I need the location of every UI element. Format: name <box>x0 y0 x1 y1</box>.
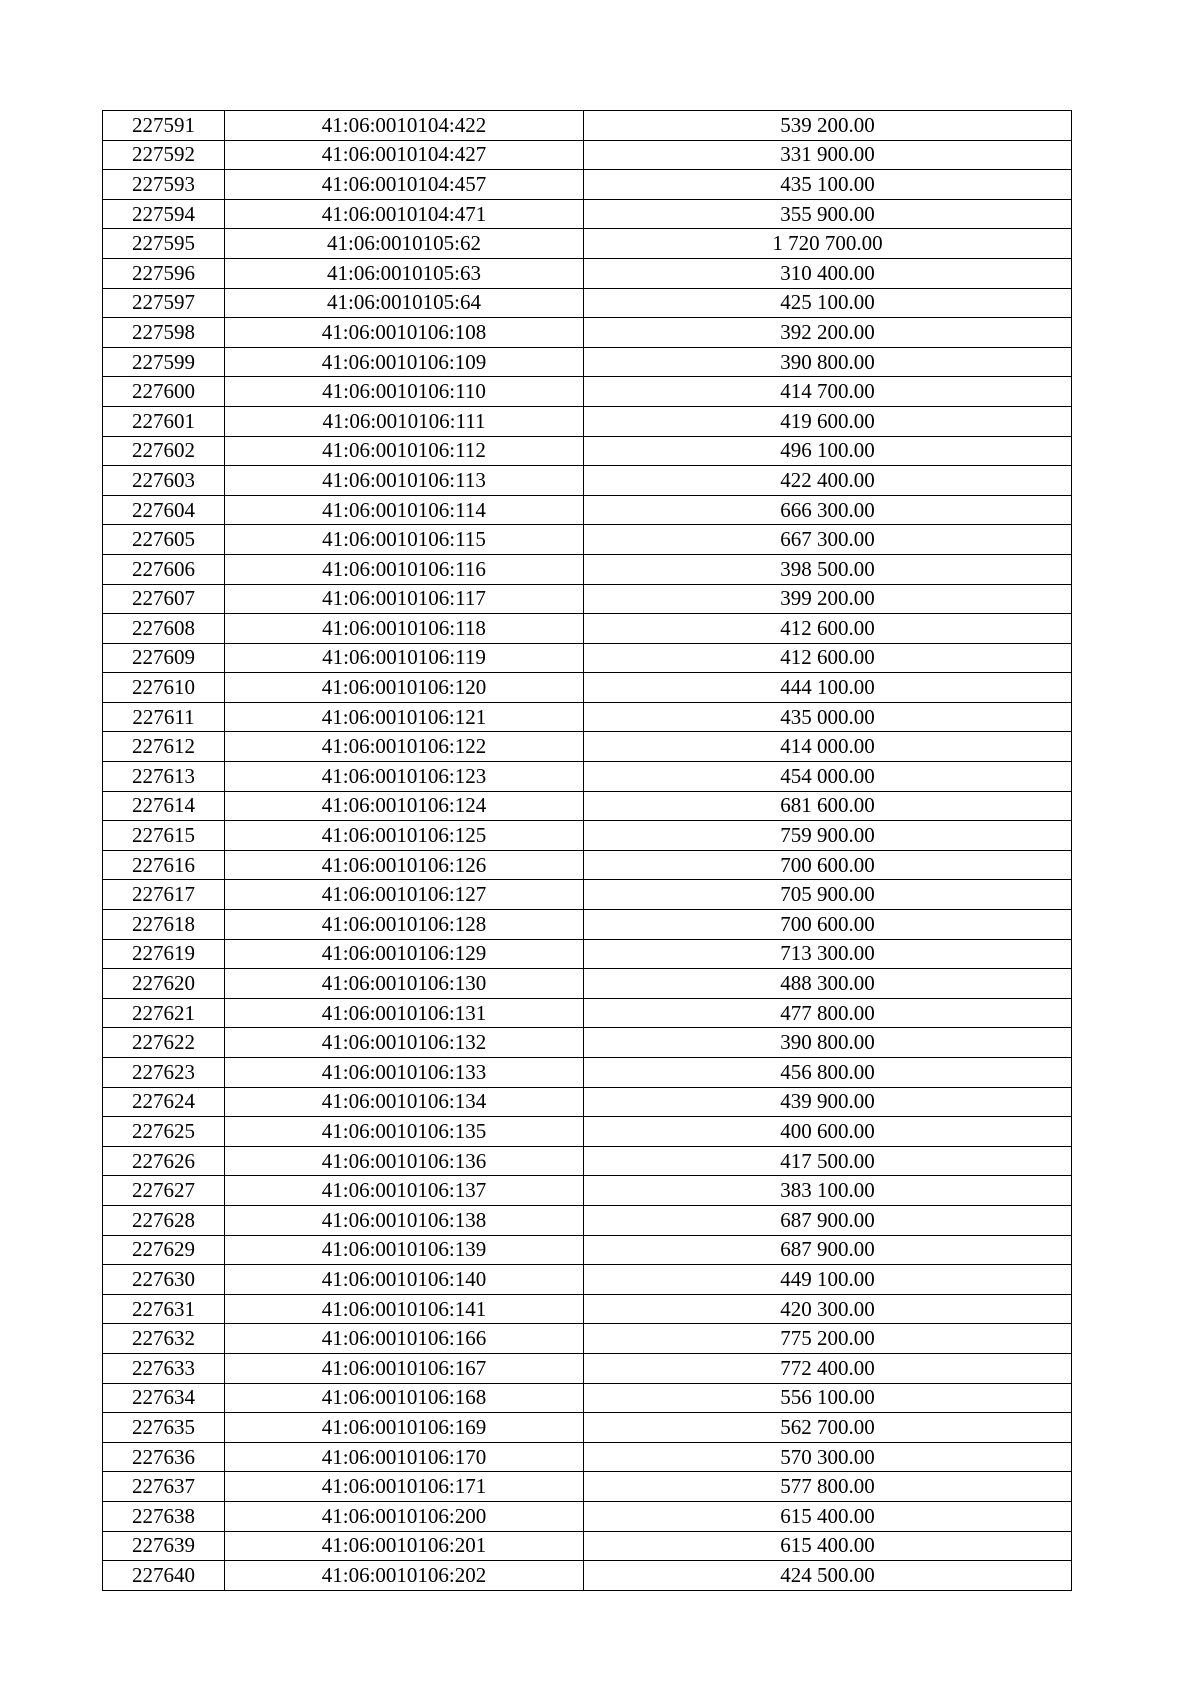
row-number-cell: 227604 <box>103 495 225 525</box>
cadastral-number-cell: 41:06:0010104:422 <box>225 111 584 141</box>
table-row <box>103 1442 1072 1472</box>
table-row <box>103 939 1072 969</box>
table-row <box>103 969 1072 999</box>
row-number-cell: 227614 <box>103 791 225 821</box>
cadastral-value-cell: 666 300.00 <box>584 495 1072 525</box>
cadastral-value-cell: 700 600.00 <box>584 910 1072 940</box>
cadastral-value-cell: 759 900.00 <box>584 821 1072 851</box>
cadastral-number-cell: 41:06:0010106:110 <box>225 377 584 407</box>
cadastral-number-cell: 41:06:0010106:137 <box>225 1176 584 1206</box>
cadastral-number-cell: 41:06:0010106:140 <box>225 1265 584 1295</box>
table-row <box>103 111 1072 141</box>
cadastral-number-cell: 41:06:0010106:167 <box>225 1353 584 1383</box>
cadastral-value-cell: 772 400.00 <box>584 1353 1072 1383</box>
row-number-cell: 227602 <box>103 436 225 466</box>
table-body <box>103 111 1072 1591</box>
cadastral-number-cell: 41:06:0010106:169 <box>225 1413 584 1443</box>
cadastral-value-cell: 400 600.00 <box>584 1117 1072 1147</box>
cadastral-value-cell: 392 200.00 <box>584 318 1072 348</box>
cadastral-value-table <box>102 110 1072 1591</box>
row-number-cell: 227603 <box>103 466 225 496</box>
row-number-cell: 227636 <box>103 1442 225 1472</box>
cadastral-number-cell: 41:06:0010106:116 <box>225 554 584 584</box>
table-row <box>103 1205 1072 1235</box>
cadastral-number-cell: 41:06:0010106:114 <box>225 495 584 525</box>
cadastral-number-cell: 41:06:0010106:136 <box>225 1146 584 1176</box>
cadastral-number-cell: 41:06:0010106:200 <box>225 1501 584 1531</box>
cadastral-value-cell: 414 000.00 <box>584 732 1072 762</box>
cadastral-number-cell: 41:06:0010104:471 <box>225 199 584 229</box>
row-number-cell: 227611 <box>103 702 225 732</box>
cadastral-value-cell: 539 200.00 <box>584 111 1072 141</box>
row-number-cell: 227615 <box>103 821 225 851</box>
cadastral-number-cell: 41:06:0010106:131 <box>225 998 584 1028</box>
table-row <box>103 910 1072 940</box>
table-row <box>103 1531 1072 1561</box>
row-number-cell: 227624 <box>103 1087 225 1117</box>
cadastral-number-cell: 41:06:0010106:122 <box>225 732 584 762</box>
row-number-cell: 227628 <box>103 1205 225 1235</box>
row-number-cell: 227630 <box>103 1265 225 1295</box>
cadastral-number-cell: 41:06:0010106:117 <box>225 584 584 614</box>
cadastral-value-cell: 615 400.00 <box>584 1501 1072 1531</box>
cadastral-number-cell: 41:06:0010106:130 <box>225 969 584 999</box>
cadastral-value-cell: 687 900.00 <box>584 1235 1072 1265</box>
row-number-cell: 227597 <box>103 288 225 318</box>
cadastral-number-cell: 41:06:0010106:201 <box>225 1531 584 1561</box>
row-number-cell: 227618 <box>103 910 225 940</box>
row-number-cell: 227640 <box>103 1561 225 1591</box>
cadastral-value-cell: 562 700.00 <box>584 1413 1072 1443</box>
cadastral-value-cell: 449 100.00 <box>584 1265 1072 1295</box>
cadastral-number-cell: 41:06:0010106:133 <box>225 1058 584 1088</box>
row-number-cell: 227638 <box>103 1501 225 1531</box>
row-number-cell: 227622 <box>103 1028 225 1058</box>
cadastral-value-cell: 398 500.00 <box>584 554 1072 584</box>
table-row <box>103 1472 1072 1502</box>
cadastral-number-cell: 41:06:0010106:124 <box>225 791 584 821</box>
table-row <box>103 1324 1072 1354</box>
cadastral-number-cell: 41:06:0010106:166 <box>225 1324 584 1354</box>
cadastral-number-cell: 41:06:0010106:134 <box>225 1087 584 1117</box>
table-row <box>103 288 1072 318</box>
row-number-cell: 227621 <box>103 998 225 1028</box>
cadastral-value-cell: 399 200.00 <box>584 584 1072 614</box>
cadastral-value-cell: 687 900.00 <box>584 1205 1072 1235</box>
cadastral-number-cell: 41:06:0010106:170 <box>225 1442 584 1472</box>
table-row <box>103 762 1072 792</box>
cadastral-value-cell: 417 500.00 <box>584 1146 1072 1176</box>
table-row <box>103 1265 1072 1295</box>
row-number-cell: 227619 <box>103 939 225 969</box>
cadastral-number-cell: 41:06:0010106:120 <box>225 673 584 703</box>
cadastral-number-cell: 41:06:0010106:168 <box>225 1383 584 1413</box>
cadastral-number-cell: 41:06:0010106:128 <box>225 910 584 940</box>
row-number-cell: 227596 <box>103 258 225 288</box>
row-number-cell: 227610 <box>103 673 225 703</box>
table-row <box>103 377 1072 407</box>
cadastral-value-cell: 435 100.00 <box>584 170 1072 200</box>
table-row <box>103 1501 1072 1531</box>
cadastral-number-cell: 41:06:0010106:135 <box>225 1117 584 1147</box>
row-number-cell: 227613 <box>103 762 225 792</box>
row-number-cell: 227598 <box>103 318 225 348</box>
cadastral-value-cell: 705 900.00 <box>584 880 1072 910</box>
cadastral-value-cell: 355 900.00 <box>584 199 1072 229</box>
table-row <box>103 643 1072 673</box>
row-number-cell: 227631 <box>103 1294 225 1324</box>
table-row <box>103 1087 1072 1117</box>
table-row <box>103 1235 1072 1265</box>
row-number-cell: 227612 <box>103 732 225 762</box>
cadastral-number-cell: 41:06:0010106:121 <box>225 702 584 732</box>
cadastral-value-cell: 425 100.00 <box>584 288 1072 318</box>
cadastral-value-cell: 700 600.00 <box>584 850 1072 880</box>
cadastral-number-cell: 41:06:0010106:108 <box>225 318 584 348</box>
cadastral-value-cell: 435 000.00 <box>584 702 1072 732</box>
cadastral-value-cell: 1 720 700.00 <box>584 229 1072 259</box>
row-number-cell: 227601 <box>103 406 225 436</box>
cadastral-value-cell: 477 800.00 <box>584 998 1072 1028</box>
cadastral-value-cell: 667 300.00 <box>584 525 1072 555</box>
row-number-cell: 227608 <box>103 614 225 644</box>
cadastral-number-cell: 41:06:0010106:138 <box>225 1205 584 1235</box>
table-row <box>103 1383 1072 1413</box>
row-number-cell: 227600 <box>103 377 225 407</box>
cadastral-number-cell: 41:06:0010106:109 <box>225 347 584 377</box>
cadastral-number-cell: 41:06:0010106:129 <box>225 939 584 969</box>
row-number-cell: 227632 <box>103 1324 225 1354</box>
cadastral-number-cell: 41:06:0010106:115 <box>225 525 584 555</box>
row-number-cell: 227616 <box>103 850 225 880</box>
table-row <box>103 1117 1072 1147</box>
cadastral-value-cell: 713 300.00 <box>584 939 1072 969</box>
cadastral-value-cell: 390 800.00 <box>584 347 1072 377</box>
table-row <box>103 140 1072 170</box>
cadastral-value-cell: 390 800.00 <box>584 1028 1072 1058</box>
cadastral-number-cell: 41:06:0010106:113 <box>225 466 584 496</box>
table-row <box>103 495 1072 525</box>
row-number-cell: 227594 <box>103 199 225 229</box>
row-number-cell: 227591 <box>103 111 225 141</box>
table-row <box>103 170 1072 200</box>
cadastral-number-cell: 41:06:0010105:64 <box>225 288 584 318</box>
cadastral-value-cell: 412 600.00 <box>584 614 1072 644</box>
cadastral-value-cell: 454 000.00 <box>584 762 1072 792</box>
table-row <box>103 1353 1072 1383</box>
cadastral-value-cell: 439 900.00 <box>584 1087 1072 1117</box>
cadastral-number-cell: 41:06:0010106:132 <box>225 1028 584 1058</box>
table-row <box>103 525 1072 555</box>
cadastral-value-cell: 422 400.00 <box>584 466 1072 496</box>
table-row <box>103 614 1072 644</box>
table-row <box>103 584 1072 614</box>
cadastral-value-cell: 419 600.00 <box>584 406 1072 436</box>
cadastral-number-cell: 41:06:0010106:111 <box>225 406 584 436</box>
row-number-cell: 227623 <box>103 1058 225 1088</box>
cadastral-value-cell: 488 300.00 <box>584 969 1072 999</box>
row-number-cell: 227625 <box>103 1117 225 1147</box>
row-number-cell: 227626 <box>103 1146 225 1176</box>
cadastral-value-cell: 414 700.00 <box>584 377 1072 407</box>
row-number-cell: 227595 <box>103 229 225 259</box>
row-number-cell: 227629 <box>103 1235 225 1265</box>
table-row <box>103 732 1072 762</box>
cadastral-value-cell: 775 200.00 <box>584 1324 1072 1354</box>
cadastral-number-cell: 41:06:0010106:118 <box>225 614 584 644</box>
row-number-cell: 227609 <box>103 643 225 673</box>
cadastral-value-cell: 496 100.00 <box>584 436 1072 466</box>
table-row <box>103 791 1072 821</box>
row-number-cell: 227607 <box>103 584 225 614</box>
cadastral-number-cell: 41:06:0010106:112 <box>225 436 584 466</box>
row-number-cell: 227634 <box>103 1383 225 1413</box>
row-number-cell: 227617 <box>103 880 225 910</box>
table-row <box>103 1294 1072 1324</box>
cadastral-number-cell: 41:06:0010106:202 <box>225 1561 584 1591</box>
table-row <box>103 258 1072 288</box>
row-number-cell: 227639 <box>103 1531 225 1561</box>
cadastral-number-cell: 41:06:0010106:126 <box>225 850 584 880</box>
cadastral-value-cell: 577 800.00 <box>584 1472 1072 1502</box>
cadastral-value-cell: 424 500.00 <box>584 1561 1072 1591</box>
table-row <box>103 436 1072 466</box>
cadastral-number-cell: 41:06:0010106:141 <box>225 1294 584 1324</box>
table-row <box>103 229 1072 259</box>
table-row <box>103 1028 1072 1058</box>
table-row <box>103 466 1072 496</box>
cadastral-number-cell: 41:06:0010106:119 <box>225 643 584 673</box>
table-row <box>103 998 1072 1028</box>
table-row <box>103 673 1072 703</box>
cadastral-value-cell: 556 100.00 <box>584 1383 1072 1413</box>
cadastral-number-cell: 41:06:0010106:127 <box>225 880 584 910</box>
table-row <box>103 1058 1072 1088</box>
row-number-cell: 227620 <box>103 969 225 999</box>
table-row <box>103 702 1072 732</box>
row-number-cell: 227605 <box>103 525 225 555</box>
cadastral-value-cell: 615 400.00 <box>584 1531 1072 1561</box>
table-row <box>103 1146 1072 1176</box>
table-row <box>103 1413 1072 1443</box>
row-number-cell: 227593 <box>103 170 225 200</box>
table-row <box>103 1176 1072 1206</box>
cadastral-value-cell: 331 900.00 <box>584 140 1072 170</box>
cadastral-number-cell: 41:06:0010106:125 <box>225 821 584 851</box>
cadastral-number-cell: 41:06:0010104:427 <box>225 140 584 170</box>
cadastral-number-cell: 41:06:0010106:171 <box>225 1472 584 1502</box>
cadastral-value-cell: 383 100.00 <box>584 1176 1072 1206</box>
cadastral-value-cell: 456 800.00 <box>584 1058 1072 1088</box>
table-row <box>103 880 1072 910</box>
table-row <box>103 1561 1072 1591</box>
cadastral-number-cell: 41:06:0010105:63 <box>225 258 584 288</box>
table-row <box>103 821 1072 851</box>
cadastral-number-cell: 41:06:0010106:139 <box>225 1235 584 1265</box>
table-row <box>103 199 1072 229</box>
row-number-cell: 227599 <box>103 347 225 377</box>
table-row <box>103 850 1072 880</box>
table-row <box>103 554 1072 584</box>
table-row <box>103 347 1072 377</box>
table-row <box>103 406 1072 436</box>
table-row <box>103 318 1072 348</box>
row-number-cell: 227606 <box>103 554 225 584</box>
cadastral-number-cell: 41:06:0010106:123 <box>225 762 584 792</box>
cadastral-value-cell: 681 600.00 <box>584 791 1072 821</box>
cadastral-number-cell: 41:06:0010105:62 <box>225 229 584 259</box>
cadastral-number-cell: 41:06:0010104:457 <box>225 170 584 200</box>
row-number-cell: 227633 <box>103 1353 225 1383</box>
row-number-cell: 227637 <box>103 1472 225 1502</box>
cadastral-value-cell: 412 600.00 <box>584 643 1072 673</box>
cadastral-value-cell: 310 400.00 <box>584 258 1072 288</box>
cadastral-value-cell: 420 300.00 <box>584 1294 1072 1324</box>
row-number-cell: 227635 <box>103 1413 225 1443</box>
cadastral-value-cell: 444 100.00 <box>584 673 1072 703</box>
cadastral-value-cell: 570 300.00 <box>584 1442 1072 1472</box>
row-number-cell: 227627 <box>103 1176 225 1206</box>
row-number-cell: 227592 <box>103 140 225 170</box>
